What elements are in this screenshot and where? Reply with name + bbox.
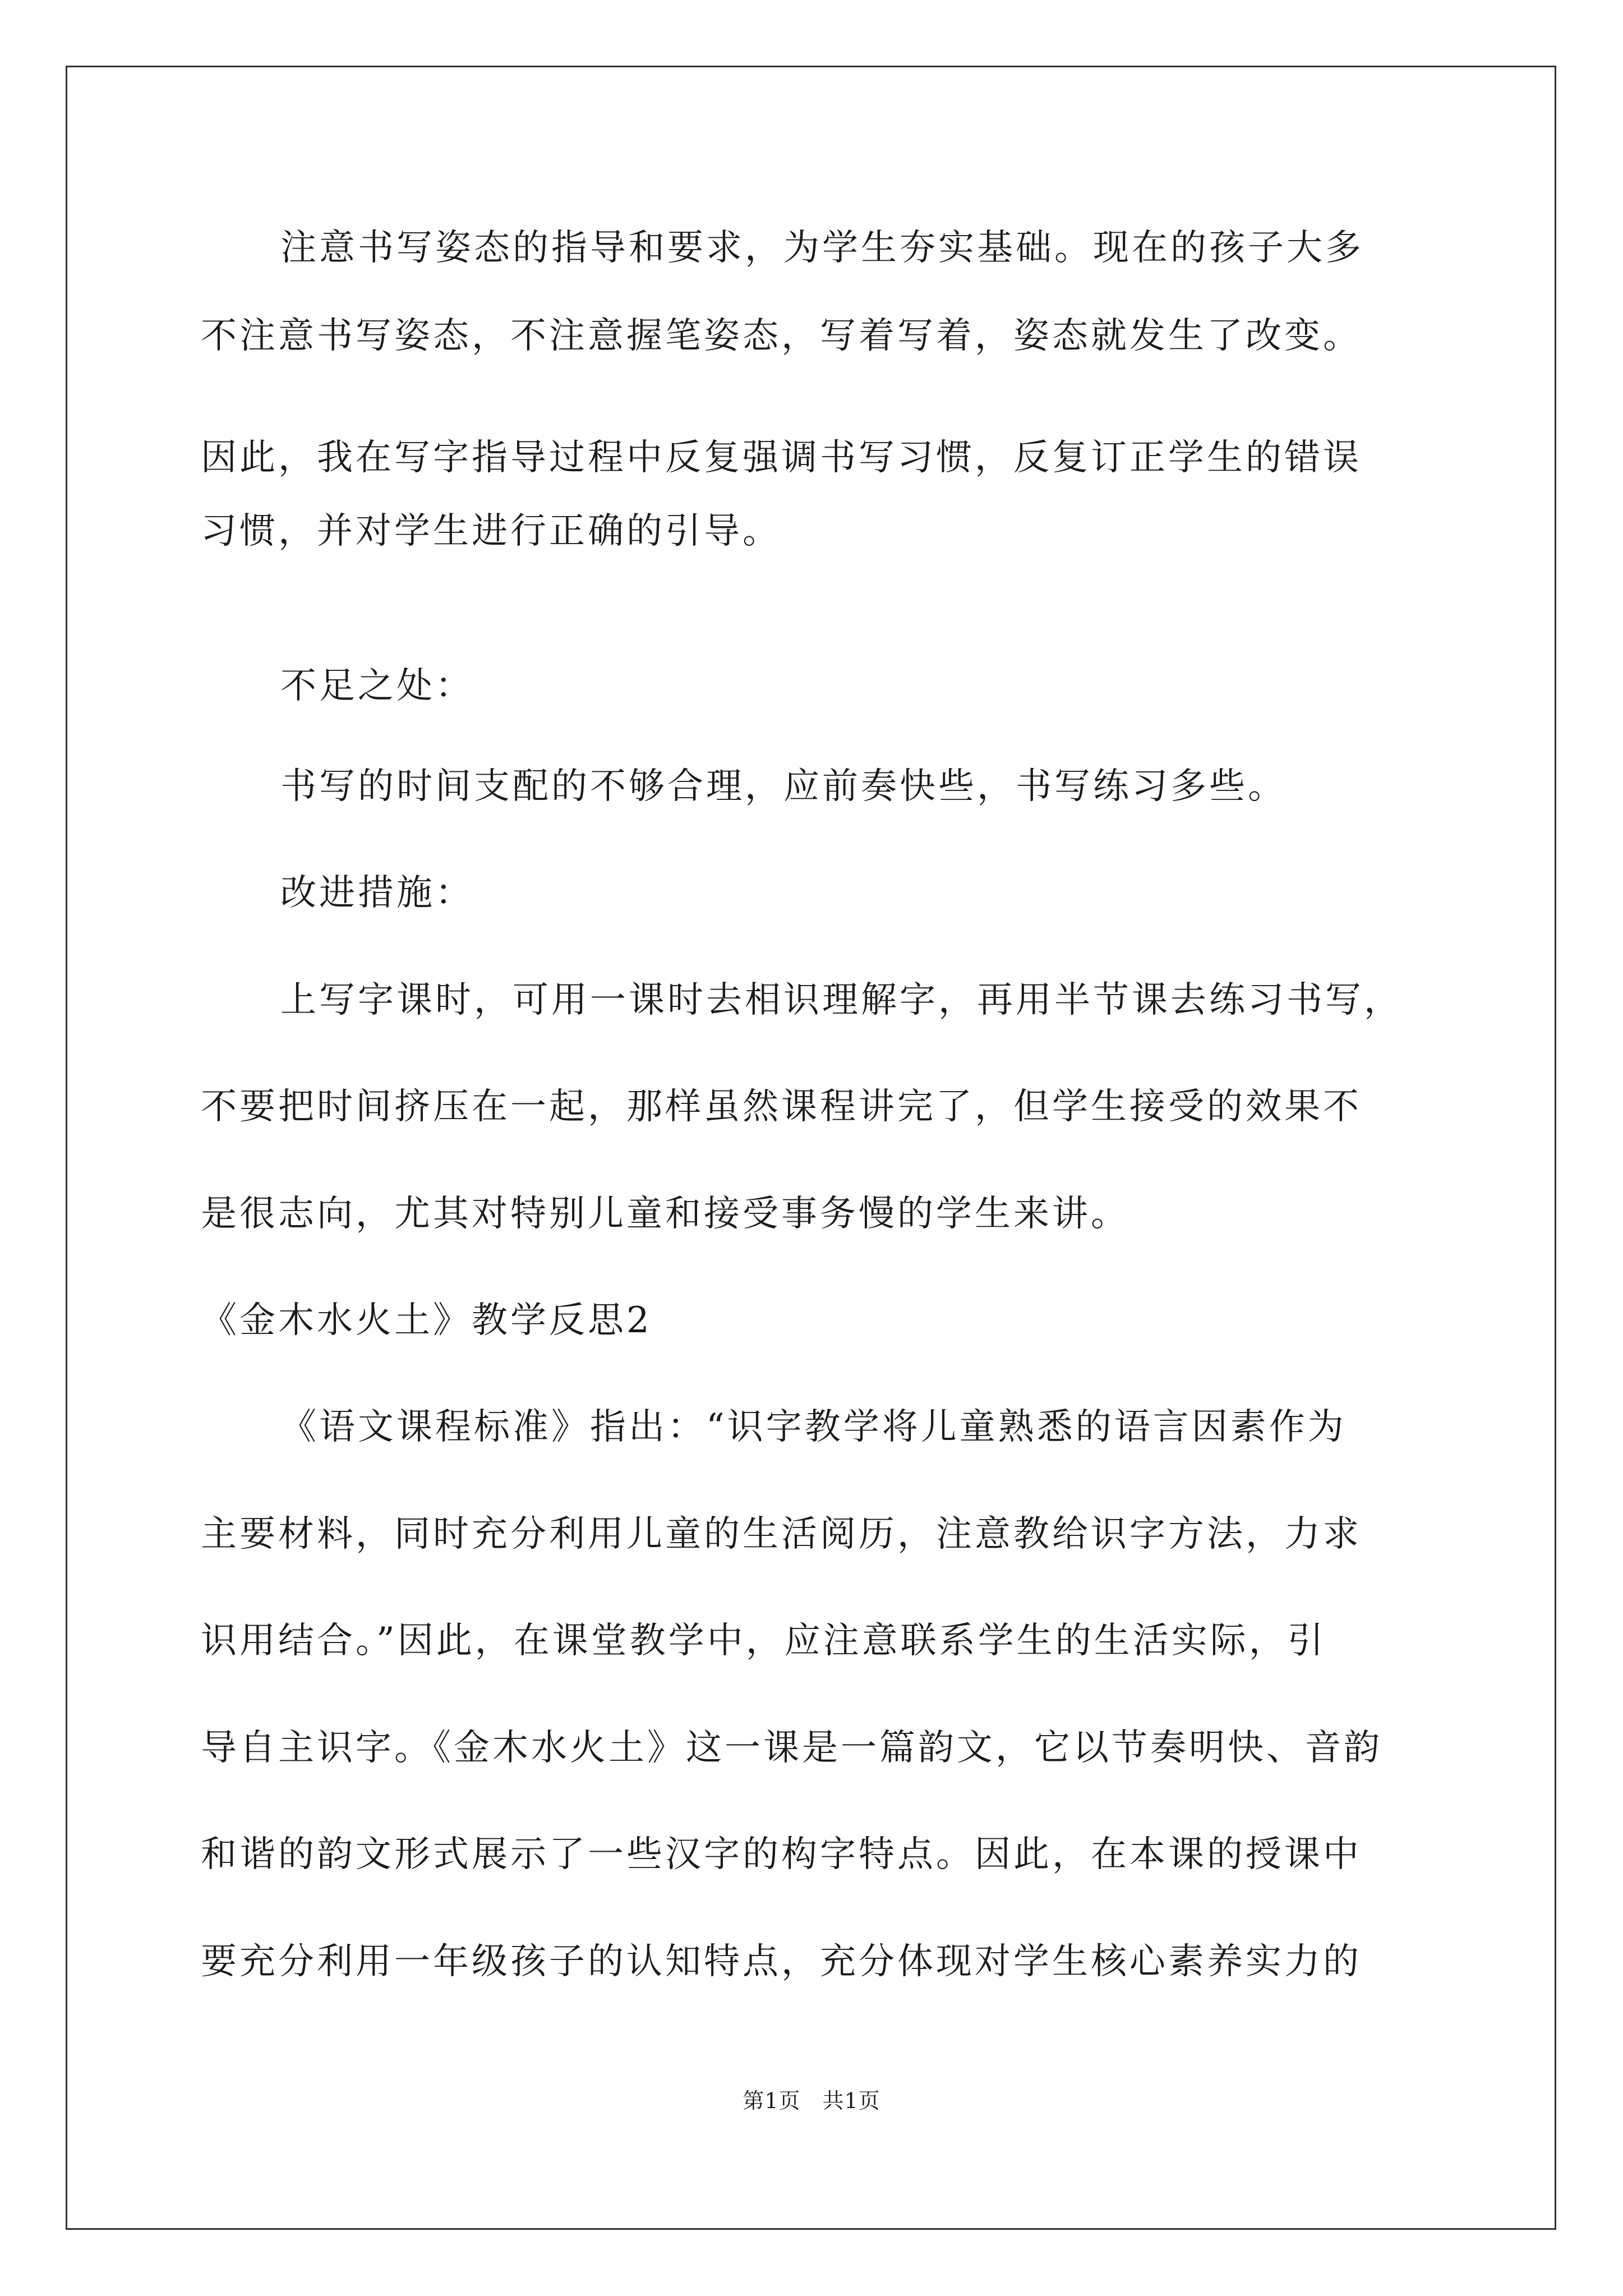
paragraph-line: 导自主识字。《金木水火土》这一课是一篇韵文，它以节奏明快、音韵: [201, 1727, 1382, 1769]
paragraph-line: 是很志向，尤其对特别儿童和接受事务慢的学生来讲。: [201, 1193, 1129, 1235]
section-heading: 《金木水火土》教学反思2: [201, 1300, 652, 1341]
paragraph-line: 不要把时间挤压在一起，那样虽然课程讲完了，但学生接受的效果不: [201, 1086, 1362, 1128]
paragraph-line: 书写的时间支配的不够合理，应前奏快些，书写练习多些。: [280, 766, 1287, 807]
paragraph-line: 不足之处：: [280, 665, 474, 707]
paragraph-line: 和谐的韵文形式展示了一些汉字的构字特点。因此，在本课的授课中: [201, 1834, 1362, 1875]
paragraph-line: 不注意书写姿态，不注意握笔姿态，写着写着，姿态就发生了改变。: [201, 315, 1362, 357]
paragraph-line: 主要材料，同时充分利用儿童的生活阅历，注意教给识字方法，力求: [201, 1513, 1362, 1555]
paragraph-line: 习惯，并对学生进行正确的引导。: [201, 510, 781, 552]
paragraph-line: 上写字课时，可用一课时去相识理解字，再用半节课去练习书写，: [280, 979, 1403, 1021]
page-number-footer: 第1页 共1页: [743, 2088, 880, 2113]
paragraph-line: 改进措施：: [280, 872, 474, 914]
paragraph-line: 因此，我在写字指导过程中反复强调书写习惯，反复订正学生的错误: [201, 437, 1362, 478]
paragraph-line: 识用结合。”因此，在课堂教学中，应注意联系学生的生活实际，引: [201, 1620, 1326, 1662]
paragraph-line: 要充分利用一年级孩子的认知特点，充分体现对学生核心素养实力的: [201, 1941, 1362, 1982]
page-border: [66, 66, 1556, 2230]
paragraph-line: 《语文课程标准》指出：“识字教学将儿童熟悉的语言因素作为: [280, 1406, 1347, 1448]
paragraph-line: 注意书写姿态的指导和要求，为学生夯实基础。现在的孩子大多: [280, 227, 1364, 269]
